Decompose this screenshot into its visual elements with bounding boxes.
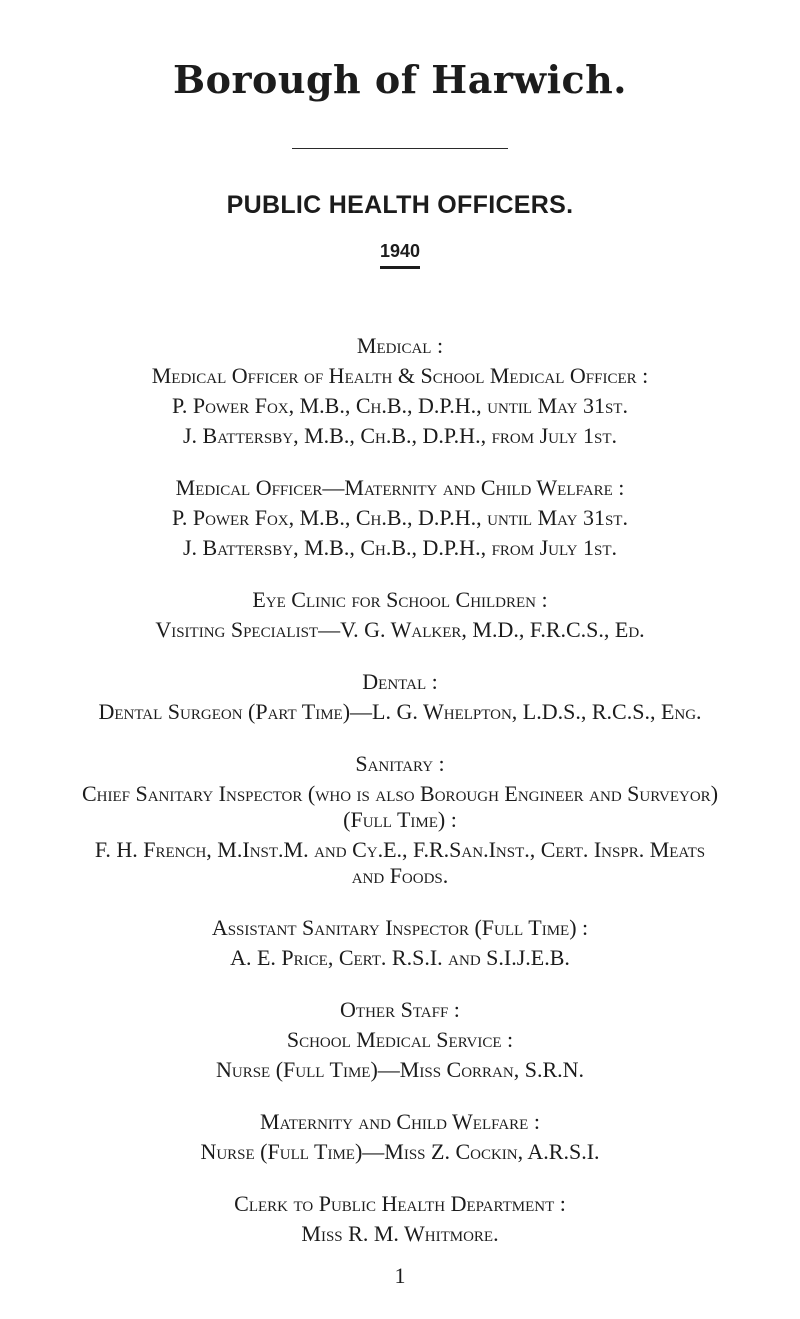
school-medical-entry: Nurse (Full Time)—Miss Corran, S.R.N. [215, 1057, 585, 1082]
dental-entry: Dental Surgeon (Part Time)—L. G. Whelpton, L.D.S., R.C.S., Eng. [98, 699, 702, 724]
page-title: PUBLIC HEALTH OFFICERS. [226, 191, 574, 219]
mcw-officer-title: Medical Officer—Maternity and Child Welfare : [175, 475, 625, 500]
assistant-inspector-title: Assistant Sanitary Inspector (Full Time) : [211, 915, 589, 940]
mcw-officer-entry-2: J. Battersby, M.B., Ch.B., D.P.H., from July 1st. [183, 535, 617, 560]
year-heading: 1940 [379, 241, 421, 261]
moh-entry-2: J. Battersby, M.B., Ch.B., D.P.H., from July 1st. [183, 423, 617, 448]
medical-heading: Medical : [356, 333, 444, 358]
chief-inspector-title: Chief Sanitary Inspector (who is also Borough Engineer and Surveyor) [81, 781, 719, 806]
page-number: 1 [394, 1263, 406, 1288]
masthead: Borough of Harwich. [173, 57, 627, 102]
school-medical-title: School Medical Service : [286, 1027, 514, 1052]
assistant-inspector-entry: A. E. Price, Cert. R.S.I. and S.I.J.E.B. [230, 945, 570, 970]
mcw-nurse-entry: Nurse (Full Time)—Miss Z. Cockin, A.R.S.I. [200, 1139, 600, 1164]
moh-entry-1: P. Power Fox, M.B., Ch.B., D.P.H., until May 31st. [172, 393, 628, 418]
other-staff-heading: Other Staff : [340, 997, 460, 1022]
chief-inspector-entry: F. H. French, M.Inst.M. and Cy.E., F.R.San.Inst., Cert. Inspr. Meats [94, 837, 706, 862]
chief-inspector-title-cont: (Full Time) : [343, 807, 457, 832]
clerk-entry: Miss R. M. Whitmore. [301, 1221, 499, 1246]
masthead-rule [292, 148, 508, 149]
dental-heading: Dental : [362, 669, 438, 694]
year-underline [380, 266, 420, 269]
sanitary-heading: Sanitary : [355, 751, 445, 776]
eye-clinic-title: Eye Clinic for School Children : [252, 587, 548, 612]
eye-clinic-entry: Visiting Specialist—V. G. Walker, M.D., F.R.C.S., Ed. [155, 617, 645, 642]
clerk-title: Clerk to Public Health Department : [234, 1191, 566, 1216]
mcw-officer-entry-1: P. Power Fox, M.B., Ch.B., D.P.H., until May 31st. [172, 505, 628, 530]
mcw-nurse-title: Maternity and Child Welfare : [260, 1109, 540, 1134]
moh-title: Medical Officer of Health & School Medical Officer : [151, 363, 649, 388]
chief-inspector-entry-cont: and Foods. [351, 863, 449, 888]
